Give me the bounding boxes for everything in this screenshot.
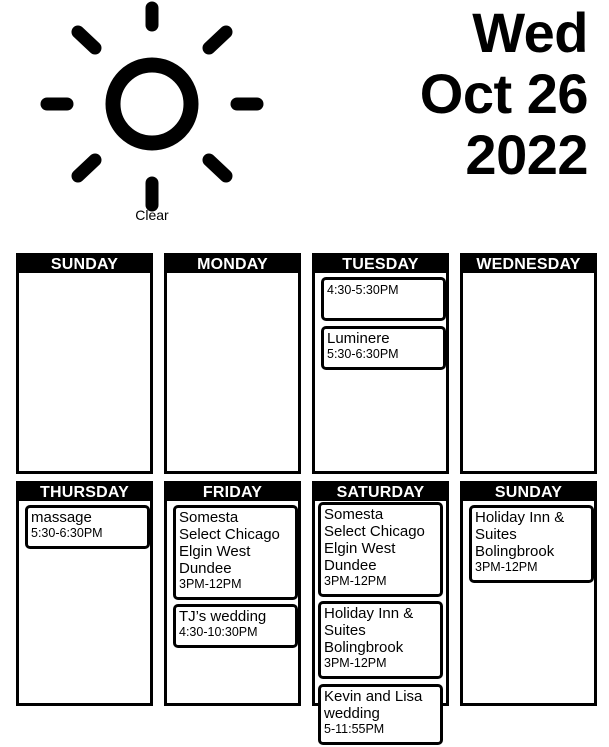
day-column-monday [164,253,301,474]
date-weekday: Wed [472,1,588,64]
event-card[interactable] [173,604,298,648]
event-title: Luminere [327,330,390,347]
event-card[interactable] [321,326,446,370]
event-time: 4:30-5:30PM [327,283,399,297]
event-title: Somesta Select Chicago Elgin West Dundee [324,506,425,574]
event-card[interactable] [469,505,594,583]
weather-widget [0,0,305,230]
day-column-wednesday [460,253,597,474]
event-card[interactable] [318,601,443,679]
event-time: 4:30-10:30PM [179,625,258,639]
day-header: FRIDAY [167,484,298,501]
event-time: 3PM-12PM [475,560,538,574]
day-header: WEDNESDAY [463,256,594,273]
day-column-sunday-next [460,481,597,706]
event-title: massage [31,509,92,526]
event-card[interactable] [25,505,150,549]
event-time: 3PM-12PM [179,577,242,591]
event-card[interactable] [173,505,298,600]
day-header: SUNDAY [463,484,594,501]
event-time: 5-11:55PM [324,722,385,736]
event-time: 3PM-12PM [324,574,387,588]
event-time: 5:30-6:30PM [327,347,399,361]
event-time: 3PM-12PM [324,656,387,670]
current-date [420,2,588,185]
day-column-tuesday [312,253,449,474]
day-header: THURSDAY [19,484,150,501]
weather-condition: Clear [135,207,169,223]
event-card[interactable] [318,684,443,745]
event-time: 5:30-6:30PM [31,526,103,540]
day-header: SATURDAY [315,484,446,501]
date-month-day: Oct 26 [419,62,588,125]
day-column-friday [164,481,301,706]
day-header: SUNDAY [19,256,150,273]
event-title: Holiday Inn & Suites Bolingbrook [475,509,565,560]
date-year: 2022 [465,123,588,186]
event-card[interactable] [321,277,446,321]
day-column-sunday [16,253,153,474]
event-title: Somesta Select Chicago Elgin West Dundee [179,509,280,577]
sun-icon [40,0,264,220]
event-card[interactable] [318,502,443,597]
day-header: MONDAY [167,256,298,273]
event-title: Kevin and Lisa wedding [324,688,423,722]
day-column-thursday [16,481,153,706]
day-header: TUESDAY [315,256,446,273]
event-title: TJ’s wedding [179,608,267,625]
event-title: Holiday Inn & Suites Bolingbrook [324,605,414,656]
